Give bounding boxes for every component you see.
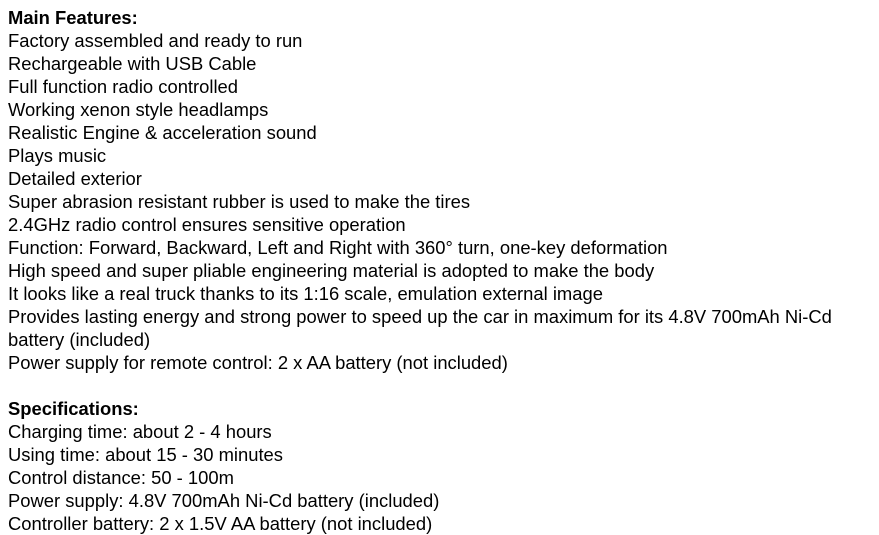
spec-item: Controller battery: 2 x 1.5V AA battery (not included) (8, 513, 433, 534)
spec-item: Power supply: 4.8V 700mAh Ni-Cd battery (included) (8, 490, 440, 511)
feature-item: 2.4GHz radio control ensures sensitive operation (8, 214, 406, 235)
main-features-section (8, 6, 879, 374)
feature-item: Provides lasting energy and strong power to speed up the car in maximum for its 4.8V 700mAh Ni-Cd battery (included) (8, 306, 832, 350)
feature-item: Super abrasion resistant rubber is used to make the tires (8, 191, 471, 212)
feature-item: Factory assembled and ready to run (8, 30, 303, 51)
spec-item: Control distance: 50 - 100m (8, 467, 234, 488)
specifications-heading: Specifications: (8, 398, 139, 419)
feature-item: Realistic Engine & acceleration sound (8, 122, 317, 143)
main-features-list (8, 29, 879, 374)
specifications-section (8, 397, 879, 535)
specifications-list (8, 420, 879, 535)
feature-item: Plays music (8, 145, 107, 166)
feature-item: Full function radio controlled (8, 76, 239, 97)
section-spacer (8, 374, 879, 397)
feature-item: Detailed exterior (8, 168, 142, 189)
spec-item: Using time: about 15 - 30 minutes (8, 444, 283, 465)
feature-item: High speed and super pliable engineering material is adopted to make the body (8, 260, 655, 281)
feature-item: Working xenon style headlamps (8, 99, 269, 120)
spec-item: Charging time: about 2 - 4 hours (8, 421, 272, 442)
feature-item: Function: Forward, Backward, Left and Right with 360° turn, one-key deformation (8, 237, 668, 258)
feature-item: Rechargeable with USB Cable (8, 53, 257, 74)
main-features-heading: Main Features: (8, 7, 138, 28)
feature-item: It looks like a real truck thanks to its 1:16 scale, emulation external image (8, 283, 603, 304)
feature-item: Power supply for remote control: 2 x AA battery (not included) (8, 352, 508, 373)
